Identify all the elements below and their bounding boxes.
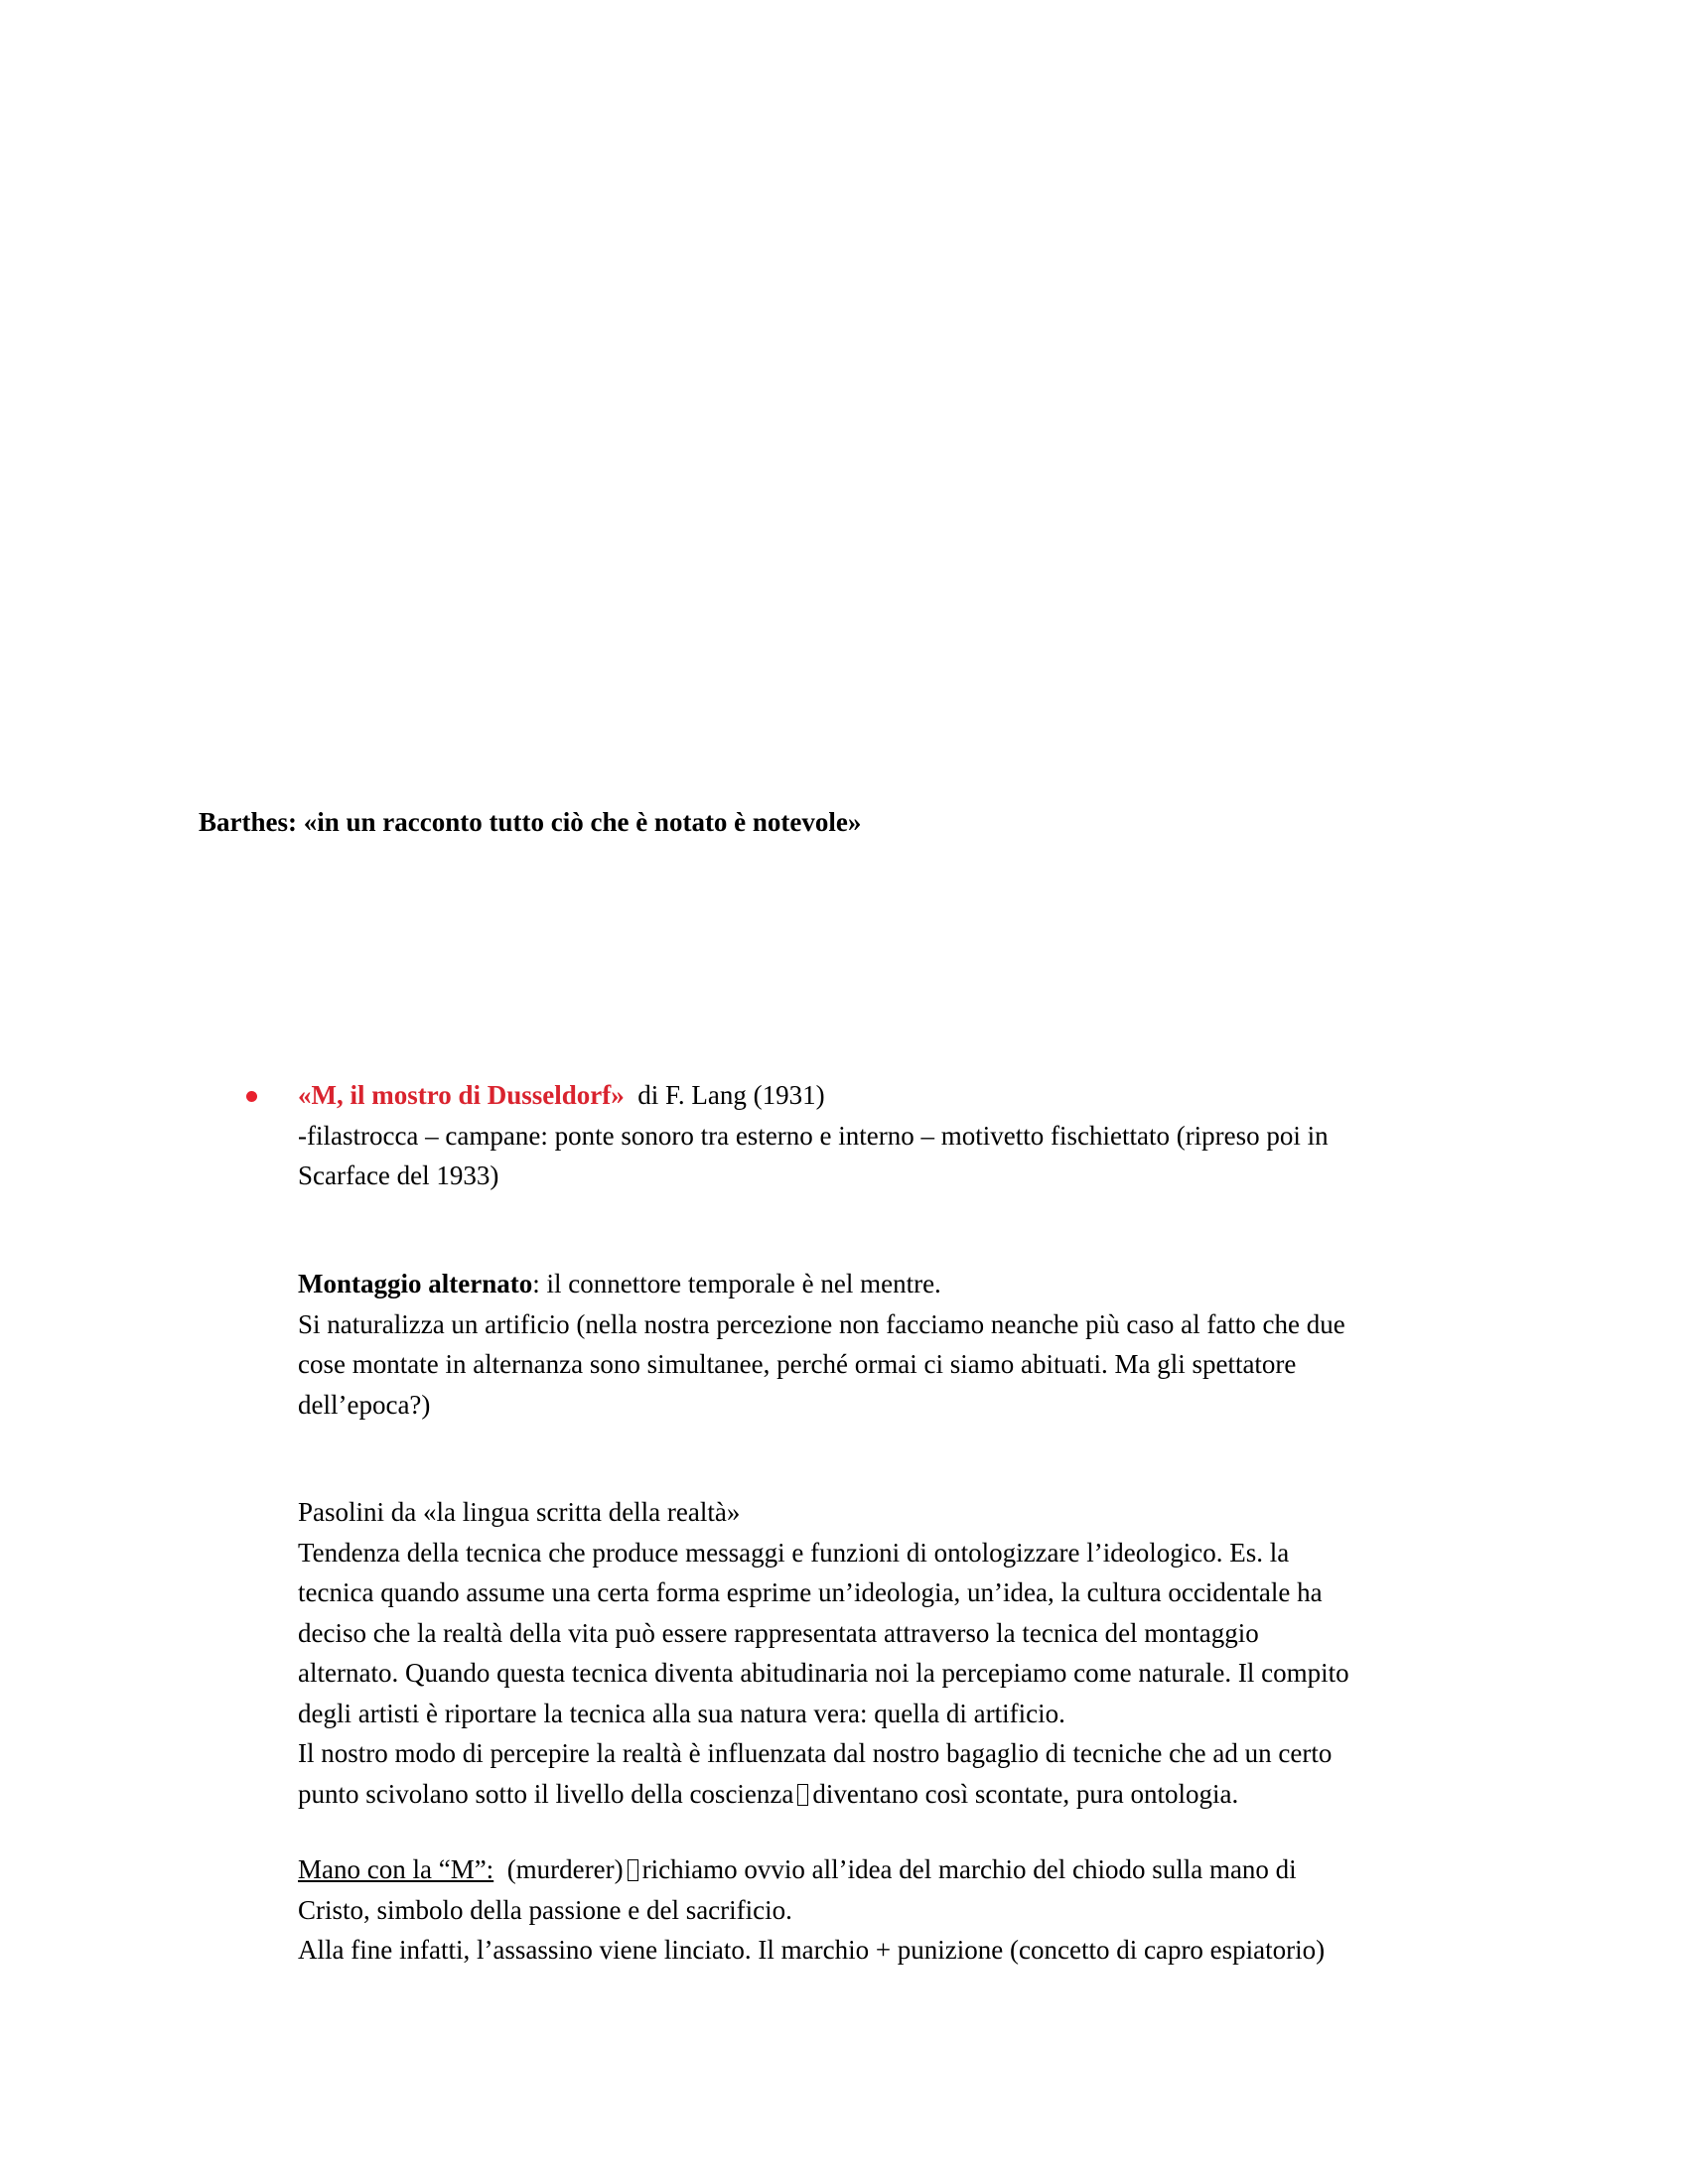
film-section: [298, 1075, 1519, 1196]
montaggio-line-2: cose montate in alternanza sono simultanee, perché ormai ci siamo abituati. Ma gli spettatore: [298, 1349, 1297, 1379]
mano-line-2: Cristo, simbolo della passione e del sacrificio.: [298, 1894, 792, 1925]
pasolini-line: deciso che la realtà della vita può essere rappresentata attraverso la tecnica del montaggio: [298, 1617, 1259, 1648]
mano-label: Mano con la “M”:: [298, 1854, 494, 1884]
pasolini-line: Tendenza della tecnica che produce messaggi e funzioni di ontologizzare l’ideologico. Es. la: [298, 1537, 1290, 1568]
pasolini-line: alternato. Quando questa tecnica diventa abitudinaria noi la percepiamo come naturale. Il compito: [298, 1658, 1349, 1688]
film-note-line-1: -filastrocca – campane: ponte sonoro tra esterno e interno – motivetto fischiettato (ripreso poi in: [298, 1120, 1329, 1151]
mano-line-1: [298, 1849, 1519, 1890]
mano-line-3: Alla fine infatti, l’assassino viene linciato. Il marchio + punizione (concetto di capro espiatorio): [298, 1935, 1326, 1965]
montaggio-term: Montaggio alternato: [298, 1269, 533, 1298]
arrow-placeholder-icon: [797, 1784, 808, 1806]
pasolini-title: Pasolini da «la lingua scritta della realtà»: [298, 1497, 741, 1527]
montaggio-line-1: Si naturalizza un artificio (nella nostra percezione non facciamo neanche più caso al fatto che due: [298, 1308, 1345, 1339]
bullet-icon: [246, 1091, 257, 1102]
pasolini-line: degli artisti è riportare la tecnica alla sua natura vera: quella di artificio.: [298, 1698, 1065, 1728]
film-title: «M, il mostro di Dusseldorf»: [298, 1080, 625, 1110]
film-note-line-2: Scarface del 1933): [298, 1160, 499, 1190]
pasolini-line: tecnica quando assume una certa forma esprime un’ideologia, un’idea, la cultura occidentale ha: [298, 1577, 1323, 1607]
arrow-placeholder-icon: [628, 1859, 638, 1881]
montaggio-line-3: dell’epoca?): [298, 1389, 431, 1420]
film-title-line: [298, 1075, 1519, 1116]
barthes-heading: Barthes: «in un racconto tutto ciò che è notato è notevole»: [199, 807, 862, 837]
pasolini-last-line: [298, 1774, 1519, 1815]
pasolini-section: [298, 1492, 1519, 1814]
pasolini-line: Il nostro modo di percepire la realtà è influenzata dal nostro bagaglio di tecniche che ad un certo: [298, 1738, 1333, 1768]
mano-section: [298, 1849, 1519, 1971]
mano-paren: (murderer): [506, 1854, 624, 1884]
pasolini-last-before: punto scivolano sotto il livello della coscienza: [298, 1778, 794, 1809]
film-author: di F. Lang (1931): [637, 1080, 825, 1110]
montaggio-heading-line: [298, 1264, 1519, 1304]
mano-rest: richiamo ovvio all’idea del marchio del chiodo sulla mano di: [641, 1854, 1297, 1884]
montaggio-section: [298, 1264, 1519, 1425]
montaggio-definition: : il connettore temporale è nel mentre.: [532, 1269, 941, 1298]
pasolini-last-after: diventano così scontate, pura ontologia.: [812, 1778, 1239, 1809]
